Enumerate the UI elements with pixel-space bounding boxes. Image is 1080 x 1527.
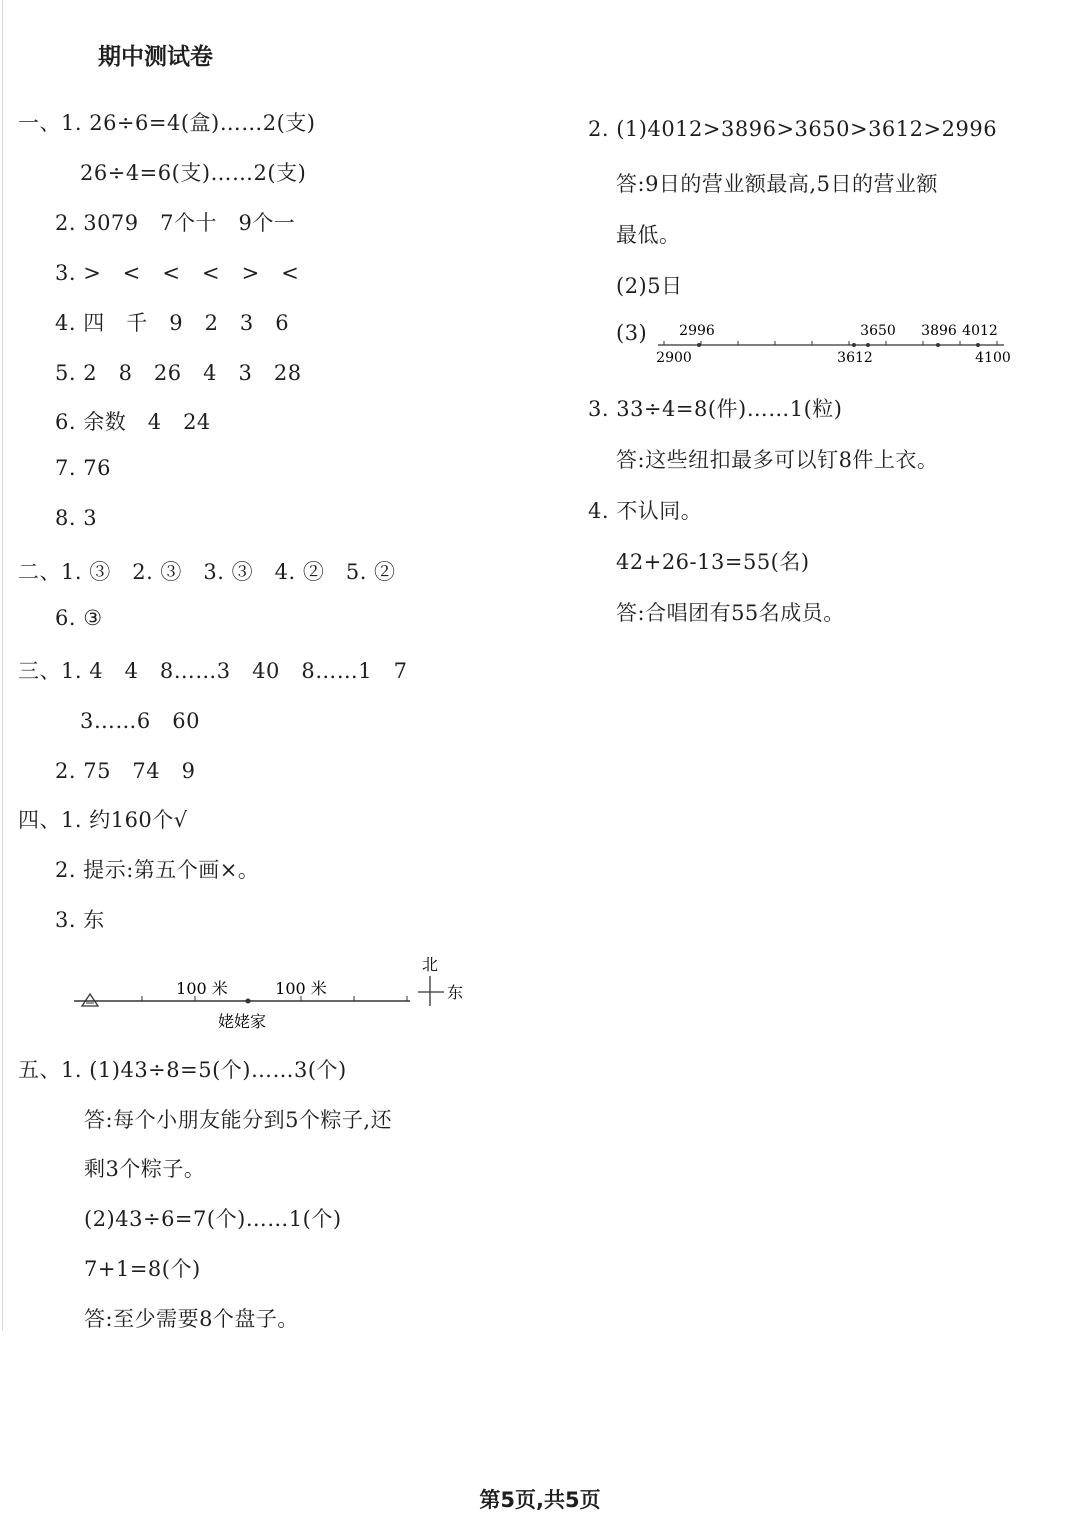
answer-4-3: 3. 东 xyxy=(55,908,105,932)
distance-label-1: 100 米 xyxy=(176,979,228,998)
answer-5-1a: 五、1. (1)43÷8=5(个)……3(个) xyxy=(18,1058,347,1082)
home-label: 姥姥家 xyxy=(217,1012,267,1031)
answer-1-8: 8. 3 xyxy=(55,506,98,530)
answer-5-1b: 答:每个小朋友能分到5个粽子,还 xyxy=(84,1108,393,1132)
nl-top-3650: 3650 xyxy=(860,323,896,339)
east-label: 东 xyxy=(446,983,464,1002)
home-point xyxy=(246,999,251,1004)
nl-top-2996: 2996 xyxy=(679,323,715,339)
answer-1-3: 3. > < < < > < xyxy=(55,261,300,285)
point-4012 xyxy=(976,343,980,347)
map-diagram xyxy=(60,948,480,1038)
point-3896 xyxy=(936,343,940,347)
point-3650 xyxy=(866,343,870,347)
answer-4-1: 四、1. 约160个√ xyxy=(18,808,188,832)
answer-5-1c: 剩3个粽子。 xyxy=(84,1157,206,1181)
answer-1-2: 2. 3079 7个十 9个一 xyxy=(55,211,296,235)
answer-3-2: 2. 75 74 9 xyxy=(55,759,196,783)
answer-1-4: 4. 四 千 9 2 3 6 xyxy=(55,311,290,335)
north-label: 北 xyxy=(421,955,439,974)
answer-5-1d: (2)43÷6=7(个)……1(个) xyxy=(84,1207,342,1231)
answer-3-1b: 3……6 60 xyxy=(80,709,200,733)
nl-bottom-4100: 4100 xyxy=(975,350,1011,366)
answer-5-1e: 7+1=8(个) xyxy=(84,1257,201,1281)
nl-bottom-3612: 3612 xyxy=(837,350,873,366)
answer-5-1f: 答:至少需要8个盘子。 xyxy=(84,1307,299,1331)
answer-2-b: 6. ③ xyxy=(55,606,103,630)
answer-r4-b: 42+26-13=55(名) xyxy=(616,550,810,574)
answer-1-5: 5. 2 8 26 4 3 28 xyxy=(55,361,302,385)
answer-4-2: 2. 提示:第五个画×。 xyxy=(55,858,260,882)
answer-r2-e: (3) xyxy=(616,321,648,345)
nl-top-4012: 4012 xyxy=(962,323,998,339)
answer-2-a: 二、1. ③ 2. ③ 3. ③ 4. ② 5. ② xyxy=(18,560,396,584)
start-triangle xyxy=(82,994,98,1006)
answer-r2-c: 最低。 xyxy=(616,223,681,247)
answer-1-1a: 一、1. 26÷6=4(盒)……2(支) xyxy=(18,111,316,135)
answer-1-7: 7. 76 xyxy=(55,456,111,480)
page-title: 期中测试卷 xyxy=(98,44,213,70)
answer-1-1b: 26÷4=6(支)……2(支) xyxy=(80,161,307,185)
point-3612 xyxy=(852,343,856,347)
page-edge xyxy=(2,0,3,1330)
distance-label-2: 100 米 xyxy=(275,979,327,998)
answer-r4-a: 4. 不认同。 xyxy=(588,499,703,523)
answer-r2-b: 答:9日的营业额最高,5日的营业额 xyxy=(616,172,938,196)
nl-bottom-2900: 2900 xyxy=(656,350,692,366)
answer-r2-d: (2)5日 xyxy=(616,274,683,298)
nl-top-3896: 3896 xyxy=(921,323,957,339)
number-line xyxy=(650,315,1020,370)
answer-r2-a: 2. (1)4012>3896>3650>3612>2996 xyxy=(588,117,998,141)
point-2996 xyxy=(697,343,701,347)
answer-r3-b: 答:这些纽扣最多可以钉8件上衣。 xyxy=(616,448,939,472)
answer-1-6: 6. 余数 4 24 xyxy=(55,410,211,434)
answer-r3-a: 3. 33÷4=8(件)……1(粒) xyxy=(588,397,843,421)
answer-3-1a: 三、1. 4 4 8……3 40 8……1 7 xyxy=(18,659,408,683)
answer-r4-c: 答:合唱团有55名成员。 xyxy=(616,601,845,625)
page-footer: 第5页,共5页 xyxy=(479,1488,601,1512)
